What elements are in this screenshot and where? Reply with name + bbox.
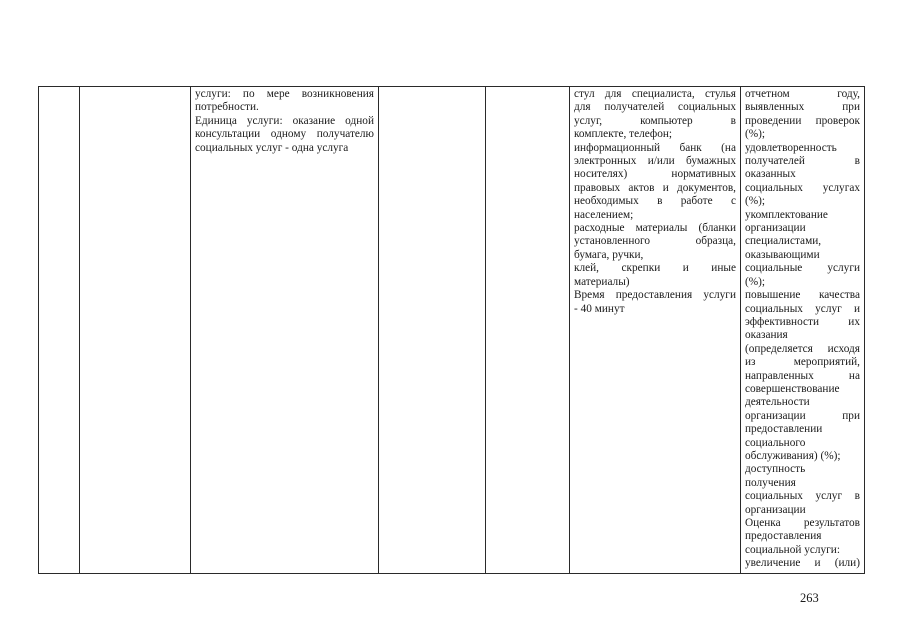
text-line: проведении проверок	[745, 114, 860, 127]
text-line: доступность	[745, 463, 806, 476]
text-line: электронных и/или бумажных	[574, 155, 736, 168]
text-line: отчетном году,	[745, 88, 860, 100]
text-line: клей, скрепки и иные	[574, 262, 736, 275]
table-cell-indicators	[741, 87, 865, 574]
text-line: оказанных	[745, 168, 796, 181]
text-line: увеличение и (или)	[745, 557, 860, 570]
text-line: социальных услуг и	[745, 302, 860, 315]
text-line: информационный банк (на	[574, 141, 736, 154]
text-line: деятельности	[745, 396, 810, 409]
text-line: расходные материалы (бланки	[574, 222, 736, 235]
text-line: социальные услуги	[745, 262, 860, 275]
text-line: (определяется исходя	[745, 342, 860, 355]
text-line: установленного образца,	[574, 235, 736, 248]
text-line: предоставлении	[745, 423, 823, 436]
text-line: услуги: по мере возникновения	[195, 88, 374, 100]
text-line: социальных услуг в	[745, 490, 860, 503]
text-line: носителях) нормативных	[574, 168, 736, 181]
conditions-text	[195, 88, 374, 573]
text-line: организации	[745, 222, 806, 235]
table-cell-resources	[570, 87, 741, 574]
text-line: - 40 минут	[574, 302, 625, 315]
table-cell-empty	[379, 87, 486, 574]
text-line: обслуживания) (%);	[745, 449, 841, 462]
text-line: повышение качества	[745, 289, 860, 302]
text-line: для получателей социальных	[574, 101, 736, 114]
text-line: направленных на	[745, 369, 860, 382]
text-line: организации при	[745, 409, 860, 422]
text-line: оказания	[745, 329, 788, 342]
text-line: специалистами,	[745, 235, 822, 248]
text-line: консультации одному получателю	[195, 128, 374, 141]
text-line: потребности.	[195, 101, 259, 114]
text-line: населением;	[574, 208, 634, 221]
text-line: социальной услуги:	[745, 543, 840, 556]
text-line: комплекте, телефон;	[574, 128, 673, 141]
text-line: организации	[745, 503, 806, 516]
table-row	[39, 87, 865, 574]
text-line: стул для специалиста, стулья	[574, 88, 736, 100]
text-line: материалы)	[574, 275, 630, 288]
text-line: Оценка результатов	[745, 517, 860, 529]
text-line: (%);	[745, 275, 766, 288]
text-line: получателей в	[745, 155, 860, 168]
text-line: социального	[745, 436, 806, 449]
table-cell-conditions	[191, 87, 379, 574]
text-line: (%);	[745, 195, 766, 208]
services-table	[38, 86, 865, 574]
table-cell-service-name	[80, 87, 191, 574]
table-cell-empty	[486, 87, 570, 574]
text-line: предоставления	[745, 530, 822, 543]
text-line: укомплектование	[745, 208, 828, 221]
text-line: Единица услуги: оказание одной	[195, 114, 374, 127]
text-line: выявленных при	[745, 101, 860, 114]
text-line: оказывающими	[745, 248, 820, 261]
text-line: Время предоставления услуги	[574, 289, 736, 302]
text-line: из мероприятий,	[745, 356, 860, 369]
text-line: услуг, компьютер в	[574, 114, 736, 127]
page-number: 263	[800, 591, 819, 605]
indicators-text	[745, 88, 860, 573]
text-line: удовлетворенность	[745, 141, 837, 154]
text-line: (%);	[745, 128, 766, 141]
text-line: бумага, ручки,	[574, 248, 644, 261]
table-cell-number	[39, 87, 80, 574]
resources-text	[574, 88, 736, 573]
text-line: получения	[745, 476, 796, 489]
text-line: эффективности их	[745, 315, 860, 328]
text-line: социальных услугах	[745, 181, 860, 194]
text-line: необходимых в работе с	[574, 195, 736, 208]
text-line: социальных услуг - одна услуга	[195, 141, 349, 154]
text-line: правовых актов и документов,	[574, 181, 736, 194]
text-line: совершенствование	[745, 382, 840, 395]
